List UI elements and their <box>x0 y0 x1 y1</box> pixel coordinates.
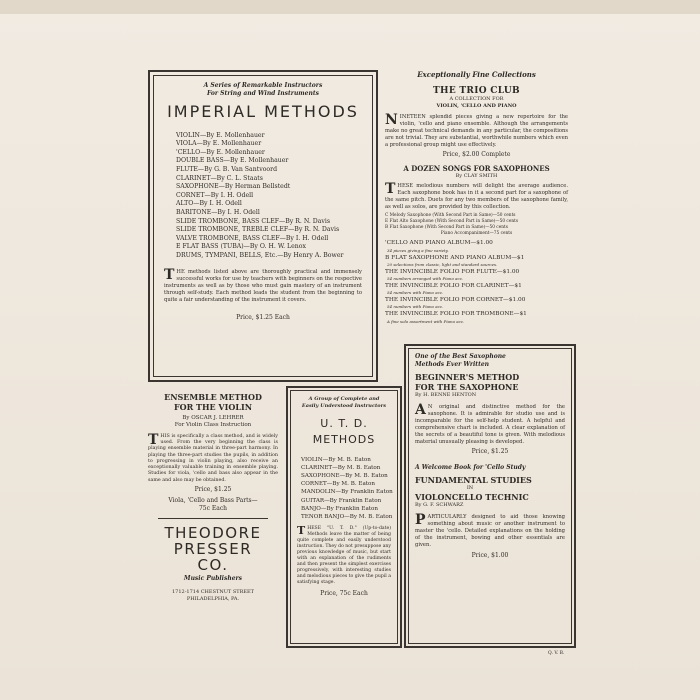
ensemble-method-column <box>148 392 278 603</box>
dozen-price-line: B Flat Saxophone (With Second Part in Same)—50 cents <box>385 224 508 230</box>
imperial-method-item: FLUTE—By G. B. Van Santvoord <box>176 165 278 173</box>
ensemble-desc-text: HIS is specifically a class method, and is widely used. From the very beginning the class is playing ensemble material in three-part harmony. In playing the three-part studies the pupils, in addition to progressing in violin playing, also receive an exceptionally valuable training in ensemble playing. Studies for viola, 'cello and bass also appear in the same and also may be obtained. <box>148 433 278 483</box>
sax-description <box>415 404 565 446</box>
folio-sub: A fine solo assortment with Piano acc. <box>387 318 465 324</box>
presser-address-2: PHILADELPHIA, PA. <box>186 595 240 602</box>
dozen-dropcap: T <box>385 181 396 198</box>
folio-sub: 34 pieces giving a fine variety. <box>387 247 449 253</box>
cello-dropcap: P <box>415 512 426 528</box>
ensemble-divider <box>158 518 268 519</box>
sax-tagline-2: Methods Ever Written <box>415 360 490 368</box>
utd-method-item: SAXOPHONE—By M. B. Eaton <box>301 472 388 479</box>
imperial-method-item: CORNET—By I. H. Odell <box>176 191 254 199</box>
trio-sub-2: VIOLIN, 'CELLO AND PIANO <box>436 102 517 109</box>
dozen-price-line: E Flat Alto Saxophone (With Second Part in Same)—50 cents <box>385 219 519 225</box>
cello-title-2: VIOLONCELLO TECHNIC <box>415 491 529 502</box>
dozen-by: By CLAY SMITH <box>455 173 498 180</box>
utd-method-item: MANDOLIN—By Franklin Eaton <box>301 489 393 496</box>
cello-tagline: A Welcome Book for 'Cello Study <box>415 463 526 471</box>
fine-collections-heading: Exceptionally Fine Collections <box>417 70 536 79</box>
utd-method-item: BANJO—By Franklin Eaton <box>301 505 378 512</box>
folio-title: THE INVINCIBLE FOLIO FOR CLARINET—$1 <box>385 283 522 290</box>
folio-title: THE INVINCIBLE FOLIO FOR CORNET—$1.00 <box>385 297 526 304</box>
imperial-title: IMPERIAL METHODS <box>167 101 359 121</box>
folio-list <box>385 240 568 323</box>
trio-price: Price, $2.00 Complete <box>442 150 511 158</box>
utd-tagline-2: Easily Understood Instructors <box>301 402 387 409</box>
utd-title: U. T. D. METHODS <box>312 416 376 446</box>
ensemble-title-1: ENSEMBLE METHOD <box>164 392 262 402</box>
dozen-title: A DOZEN SONGS FOR SAXOPHONES <box>403 164 550 174</box>
dozen-description <box>385 183 568 211</box>
dozen-price-line: C Melody Saxophone (With Second Part in Same)—50 cents <box>385 213 516 219</box>
imperial-price: Price, $1.25 Each <box>236 313 290 321</box>
page-top-edge <box>0 0 700 14</box>
folio-title: THE INVINCIBLE FOLIO FOR FLUTE—$1.00 <box>385 268 520 275</box>
utd-price: Price, 75c Each <box>320 590 368 598</box>
trio-desc-text: INETEEN splendid pieces giving a new repertoire for the violin, 'cello and piano ensemble. Although the arrangements make no great technical demands in any particular, the compositions are not trivial. They are substantial, worthwhile numbers which even a professional group might use effectively. <box>385 113 568 148</box>
presser-address-1: 1712-1714 CHESTNUT STREET <box>172 589 254 596</box>
imperial-method-item: CLARINET—By C. L. Staats <box>176 174 263 182</box>
cello-by: By G. F. SCHWARZ <box>415 502 464 509</box>
folio-title: 'CELLO AND PIANO ALBUM—$1.00 <box>385 240 493 247</box>
trio-title: THE TRIO CLUB <box>433 86 520 97</box>
imperial-method-item: SLIDE TROMBONE, BASS CLEF—By R. N. Davis <box>176 217 331 225</box>
cello-title-1: FUNDAMENTAL STUDIES <box>415 474 532 485</box>
sax-price: Price, $1.25 <box>471 448 509 456</box>
imperial-desc-text: HE methods listed above are thoroughly practical and immensely successful works for use by teachers with beginners on the respective instruments as well as by those who must gain mastery of an instrument through self-study. Each method leads the student from the beginning to quite a fair understanding of the instrument it covers. <box>164 268 362 303</box>
folio-entry <box>385 297 568 309</box>
utd-method-list <box>297 456 391 522</box>
folio-entry <box>385 283 568 295</box>
imperial-method-item: VALVE TROMBONE, BASS CLEF—By I. H. Odell <box>176 234 329 242</box>
imperial-method-item: SAXOPHONE—By Herman Bellstedt <box>176 183 291 191</box>
imperial-method-item: VIOLIN—By E. Mollenhauer <box>176 131 265 139</box>
imperial-method-item: VIOLA—By E. Mollenhauer <box>176 140 262 148</box>
ensemble-sub: For Violin Class Instruction <box>174 422 252 429</box>
imperial-dropcap: T <box>164 266 175 283</box>
imperial-tagline-1: A Series of Remarkable Instructors <box>203 82 323 89</box>
ensemble-dropcap: T <box>148 431 159 448</box>
cello-of: IN <box>466 485 474 492</box>
ensemble-description <box>148 431 278 484</box>
sax-tagline-1: One of the Best Saxophone <box>415 353 506 360</box>
utd-method-item: GUITAR—By Franklin Eaton <box>301 497 382 504</box>
ensemble-parts-price-a: Viola, 'Cello and Bass Parts— <box>168 496 258 504</box>
imperial-method-item: DOUBLE BASS—By E. Mollenhauer <box>176 157 289 165</box>
cello-description <box>415 514 565 549</box>
imperial-method-item: BARITONE—By I. H. Odell <box>176 208 260 216</box>
sax-desc-text: N original and distinctive method for the saxophone. It is admirable for studio use and is incomparable for the self-help student. A helpful and comprehensive chart is included. A clear explanation of the secrets of a beautiful tone is given. With melodious material unusually pleasing is developed. <box>415 404 565 446</box>
dozen-price-line: Piano Accompaniment—75 cents <box>440 230 513 236</box>
folio-entry <box>385 269 568 281</box>
folio-title: THE INVINCIBLE FOLIO FOR TROMBONE—$1 <box>385 311 527 318</box>
printer-mark: Q. V. B. <box>548 651 565 656</box>
cello-price: Price, $1.00 <box>471 552 509 559</box>
imperial-method-item: E FLAT BASS (TUBA)—By O. H. W. Lenox <box>176 243 306 251</box>
trio-sub-1: A COLLECTION FOR <box>449 96 504 103</box>
utd-method-item: CORNET—By M. B. Eaton <box>301 481 376 488</box>
saxophone-cello-box <box>404 344 576 648</box>
trio-description <box>385 111 568 149</box>
utd-methods-box <box>286 386 402 648</box>
sax-title-1: BEGINNER'S METHOD <box>415 371 520 382</box>
folio-entry <box>385 240 568 252</box>
imperial-tagline-2: For String and Wind Instruments <box>207 89 319 97</box>
imperial-method-item: 'CELLO—By E. Mollenhauer <box>176 148 265 156</box>
fine-collections-column <box>385 70 568 326</box>
cello-desc-text: ARTICULARLY designed to aid those knowing something about music or another instrument to master the 'cello. Detailed explanations on the holding of the instrument, bowing and other essentials are given. <box>415 514 565 548</box>
imperial-method-item: SLIDE TROMBONE, TREBLE CLEF—By R. N. Davis <box>176 226 340 234</box>
ensemble-by: By OSCAR J. LEHRER <box>182 414 244 421</box>
presser-name-1: THEODORE <box>164 524 262 543</box>
sax-title-2: FOR THE SAXOPHONE <box>415 381 519 392</box>
utd-tagline-1: A Group of Complete and <box>308 396 380 402</box>
presser-name-2: PRESSER <box>173 540 253 559</box>
folio-sub: 54 numbers with Piano acc. <box>387 304 444 310</box>
utd-description <box>297 526 391 586</box>
sax-by: By H. BENNE HENTON <box>415 392 477 399</box>
ensemble-title-2: FOR THE VIOLIN <box>173 402 253 413</box>
utd-method-item: VIOLIN—By M. B. Eaton <box>301 456 371 463</box>
dozen-price-lines <box>385 213 568 236</box>
utd-dropcap: T <box>297 524 306 538</box>
ensemble-parts-price-b: 75c Each <box>198 504 228 512</box>
imperial-description <box>164 266 362 304</box>
dozen-desc-text: HESE melodious numbers will delight the average audience. Each saxophone book has in it a second part for a saxophone of the same pitch. Duets for any two members of the saxophone family, as well as solos, are provided by this collection. <box>385 183 568 211</box>
imperial-method-item: ALTO—By I. H. Odell <box>176 200 242 208</box>
imperial-method-item: DRUMS, TYMPANI, BELLS, Etc.—By Henry A. Bower <box>176 251 344 259</box>
sax-dropcap: A <box>415 402 426 419</box>
folio-sub: 54 numbers arranged with Piano acc. <box>387 276 464 282</box>
ensemble-price: Price, $1.25 <box>194 486 232 493</box>
folio-sub: 20 selections from classic, light and standard sources. <box>387 261 498 267</box>
utd-method-item: TENOR BANJO—By M. B. Eaton <box>301 513 393 520</box>
trio-dropcap: N <box>385 111 398 128</box>
utd-desc-text: HESE "U. T. D." (Up-to-date) Methods leave the matter of being quite complete and easily understood instruction. They do not presuppose any previous knowledge of music, but start with an explanation of the rudiments and then present the simplest exercises progressively, with interesting studies and melodious pieces to give the pupil a satisfying stage. <box>297 526 391 586</box>
folio-title: B FLAT SAXOPHONE AND PIANO ALBUM—$1 <box>385 254 525 261</box>
presser-name-3: CO. <box>197 556 229 575</box>
presser-sub: Music Publishers <box>183 575 243 583</box>
folio-sub: 54 numbers with Piano acc. <box>387 290 444 296</box>
imperial-method-list <box>164 132 362 261</box>
imperial-methods-box <box>148 70 378 382</box>
utd-method-item: CLARINET—By M. B. Eaton <box>301 464 381 471</box>
folio-entry <box>385 255 568 267</box>
folio-entry <box>385 311 568 323</box>
